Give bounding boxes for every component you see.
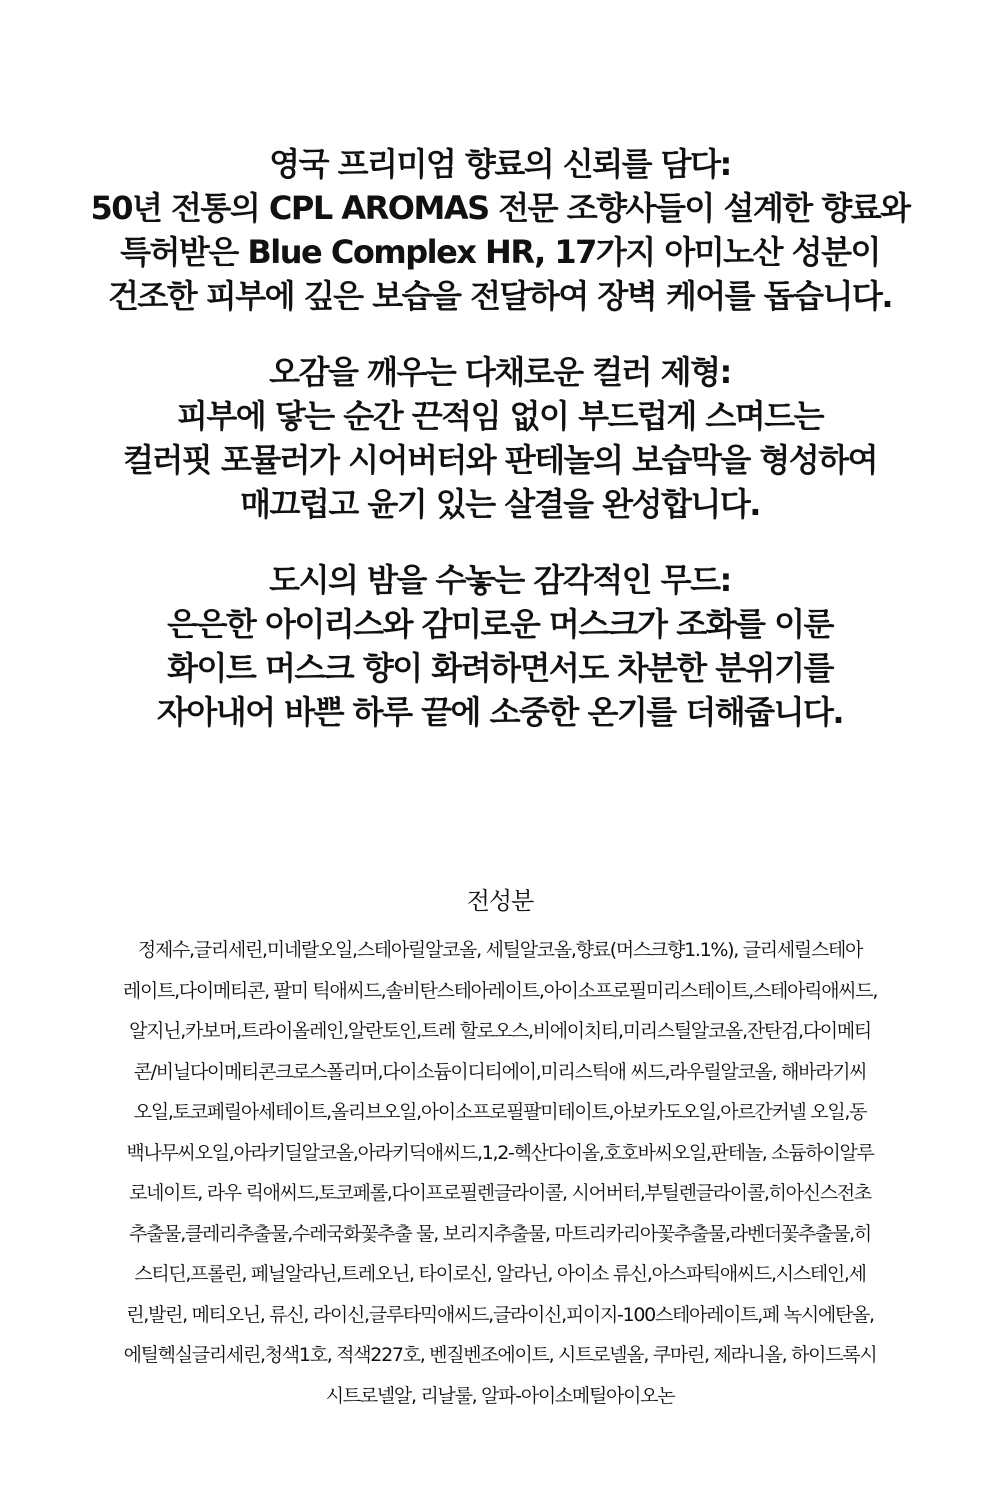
ingredients-title: 전성분 [466, 887, 534, 915]
paragraph-line: 매끄럽고 윤기 있는 살결을 완성합니다. [240, 485, 760, 523]
paragraph-line: 화이트 머스크 향이 화려하면서도 차분한 분위기를 [167, 649, 833, 687]
ingredients-line: 스티딘,프롤린, 페닐알라닌,트레오닌, 타이로신, 알라닌, 아이소 류신,아스파틱애씨드,시스테인,세 [134, 1263, 866, 1285]
paragraph-line: 영국 프리미엄 향료의 신뢰를 담다: [269, 145, 731, 183]
paragraph-line: 오감을 깨우는 다채로운 컬러 제형: [269, 353, 731, 391]
ingredients-line: 백나무씨오일,아라키딜알코올,아라키딕애씨드,1,2-헥산다이올,호호바씨오일,판테놀, 소듐하이알루 [126, 1141, 874, 1164]
intro-paragraph-mood [0, 558, 1000, 734]
paragraph-line: 은은한 아이리스와 감미로운 머스크가 조화를 이룬 [167, 605, 833, 643]
ingredients-list [0, 930, 1000, 1416]
paragraph-line: 피부에 닿는 순간 끈적임 없이 부드럽게 스며드는 [176, 397, 824, 435]
intro-paragraph-texture [0, 350, 1000, 526]
ingredients-line: 콘/비닐다이메티콘크로스폴리머,다이소듐이디티에이,미리스틱애 씨드,라우릴알코올, 해바라기씨 [133, 1060, 867, 1083]
paragraph-line: 50년 전통의 CPL AROMAS 전문 조향사들이 설계한 향료와 [90, 189, 910, 227]
paragraph-line: 도시의 밤을 수놓는 감각적인 무드: [269, 561, 731, 599]
ingredients-line: 로네이트, 라우 릭애씨드,토코페롤,다이프로필렌글라이콜, 시어버터,부틸렌글라이콜,히아신스전초 [129, 1182, 871, 1204]
intro-paragraph-fragrance [0, 142, 1000, 318]
ingredients-line: 알지닌,카보머,트라이올레인,알란토인,트레 할로오스,비에이치티,미리스틸알코올,잔탄검,다이메티 [129, 1020, 871, 1042]
paragraph-line: 건조한 피부에 깊은 보습을 전달하여 장벽 케어를 돕습니다. [107, 277, 893, 315]
paragraph-line: 컬러핏 포뮬러가 시어버터와 판테놀의 보습막을 형성하여 [122, 441, 878, 479]
paragraph-line: 특허받은 Blue Complex HR, 17가지 아미노산 성분이 [120, 233, 880, 271]
ingredients-line: 정제수,글리세린,미네랄오일,스테아릴알코올, 세틸알코올,향료(머스크향1.1%), 글리세릴스테아 [137, 939, 863, 961]
ingredients-line: 에틸헥실글리세린,청색1호, 적색227호, 벤질벤조에이트, 시트로넬올, 쿠마린, 제라니올, 하이드록시 [123, 1344, 877, 1366]
ingredients-line: 레이트,다이메티콘, 팔미 틱애씨드,솔비탄스테아레이트,아이소프로필미리스테이트,스테아릭애씨드, [122, 979, 878, 1002]
ingredients-line: 시트로넬알, 리날룰, 알파-아이소메틸아이오논 [325, 1384, 675, 1407]
paragraph-line: 자아내어 바쁜 하루 끝에 소중한 온기를 더해줍니다. [156, 693, 844, 731]
ingredients-line: 오일,토코페릴아세테이트,올리브오일,아이소프로필팔미테이트,아보카도오일,아르간커넬 오일,동 [133, 1101, 867, 1123]
ingredients-line: 추출물,클레리추출물,수레국화꽃추출 물, 보리지추출물, 마트리카리아꽃추출물,라벤더꽃추출물,히 [129, 1222, 871, 1245]
ingredients-line: 린,발린, 메티오닌, 류신, 라이신,글루타믹애씨드,글라이신,피이지-100스테아레이트,페 녹시에탄올, [126, 1303, 874, 1326]
